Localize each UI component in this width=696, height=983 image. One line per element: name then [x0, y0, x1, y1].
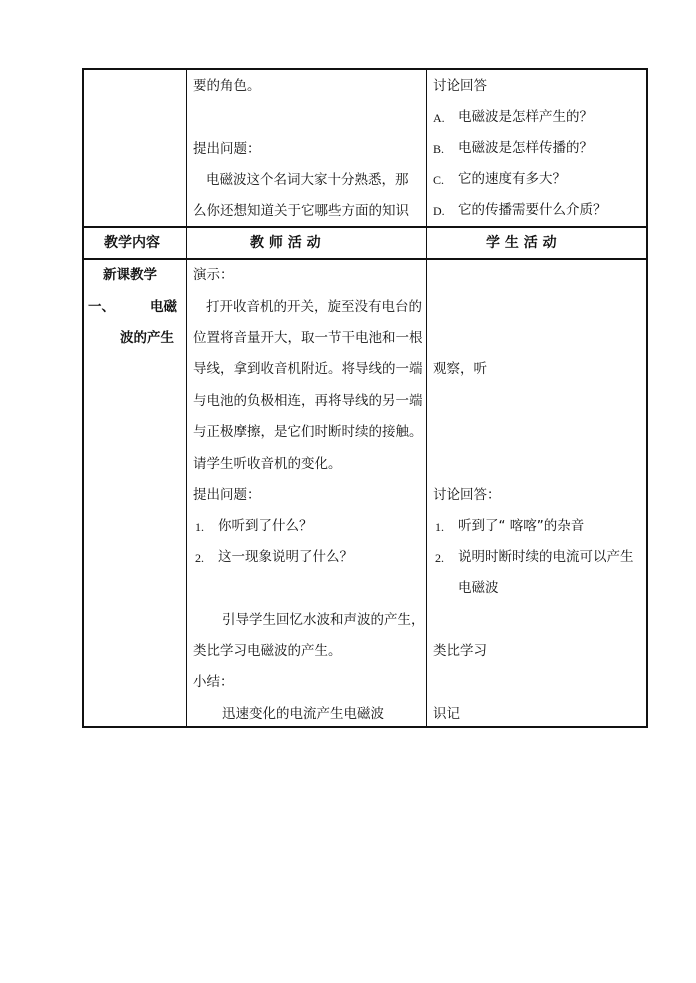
header-teacher-activity: 教 师 活 动 — [250, 235, 321, 251]
list-marker: 2. — [195, 551, 204, 565]
teacher-text-line: 位置将音量开大，取一节干电池和一根 — [193, 330, 423, 346]
student-text-line: 它的传播需要什么介质？ — [458, 202, 607, 218]
teacher-text-line: 电磁波这个名词大家十分熟悉，那 — [206, 172, 409, 188]
student-text-line: 类比学习 — [433, 643, 487, 659]
student-text-line: 说明时断时续的电流可以产生 — [458, 549, 634, 565]
table-divider — [82, 226, 648, 228]
list-marker: 1. — [435, 520, 444, 534]
list-marker: B. — [433, 142, 445, 156]
teacher-text-line: 导线，拿到收音机附近。将导线的一端 — [193, 361, 423, 377]
student-text-line: 讨论回答： — [433, 487, 501, 503]
table-divider — [82, 258, 648, 260]
list-marker: D. — [433, 204, 445, 218]
student-text-line: 电磁波 — [458, 580, 499, 596]
list-marker: C. — [433, 173, 445, 187]
teacher-text-line: 提出问题： — [193, 141, 261, 157]
student-text-line: 它的速度有多大？ — [458, 171, 566, 187]
section-label: 一、 — [88, 299, 115, 315]
teacher-text-line: 演示： — [193, 267, 234, 283]
teacher-text-line: 与正极摩擦，是它们时断时续的接触。 — [193, 424, 423, 440]
teacher-text-line: 提出问题： — [193, 487, 261, 503]
teacher-text-line: 么你还想知道关于它哪些方面的知识 — [193, 203, 409, 219]
teacher-text-line: 你听到了什么？ — [218, 518, 313, 534]
section-label: 电磁 — [150, 299, 177, 315]
table-divider — [186, 68, 187, 728]
list-marker: 2. — [435, 551, 444, 565]
teacher-text-line: 要的角色。 — [193, 78, 261, 94]
student-text-line: 识记 — [433, 706, 460, 722]
table-divider — [426, 68, 427, 728]
section-label: 新课教学 — [103, 267, 157, 283]
header-student-activity: 学 生 活 动 — [486, 235, 557, 251]
teacher-text-line: 类比学习电磁波的产生。 — [193, 643, 342, 659]
teacher-text-line: 与电池的负极相连，再将导线的另一端 — [193, 393, 423, 409]
teacher-text-line: 引导学生回忆水波和声波的产生， — [222, 612, 425, 628]
student-text-line: 电磁波是怎样传播的？ — [458, 140, 593, 156]
header-teaching-content: 教学内容 — [104, 235, 160, 251]
teacher-text-line: 请学生听收音机的变化。 — [193, 456, 342, 472]
teacher-text-line: 迅速变化的电流产生电磁波 — [222, 706, 384, 722]
teacher-text-line: 这一现象说明了什么？ — [218, 549, 353, 565]
student-text-line: 电磁波是怎样产生的？ — [458, 109, 593, 125]
section-label: 波的产生 — [120, 330, 174, 346]
student-text-line: 观察，听 — [433, 361, 487, 377]
list-marker: A. — [433, 111, 445, 125]
list-marker: 1. — [195, 520, 204, 534]
student-text-line: 听到了“ 喀喀”的杂音 — [458, 518, 585, 534]
student-text-line: 讨论回答 — [433, 78, 487, 94]
teacher-text-line: 打开收音机的开关，旋至没有电台的 — [206, 299, 422, 315]
teacher-text-line: 小结： — [193, 674, 234, 690]
